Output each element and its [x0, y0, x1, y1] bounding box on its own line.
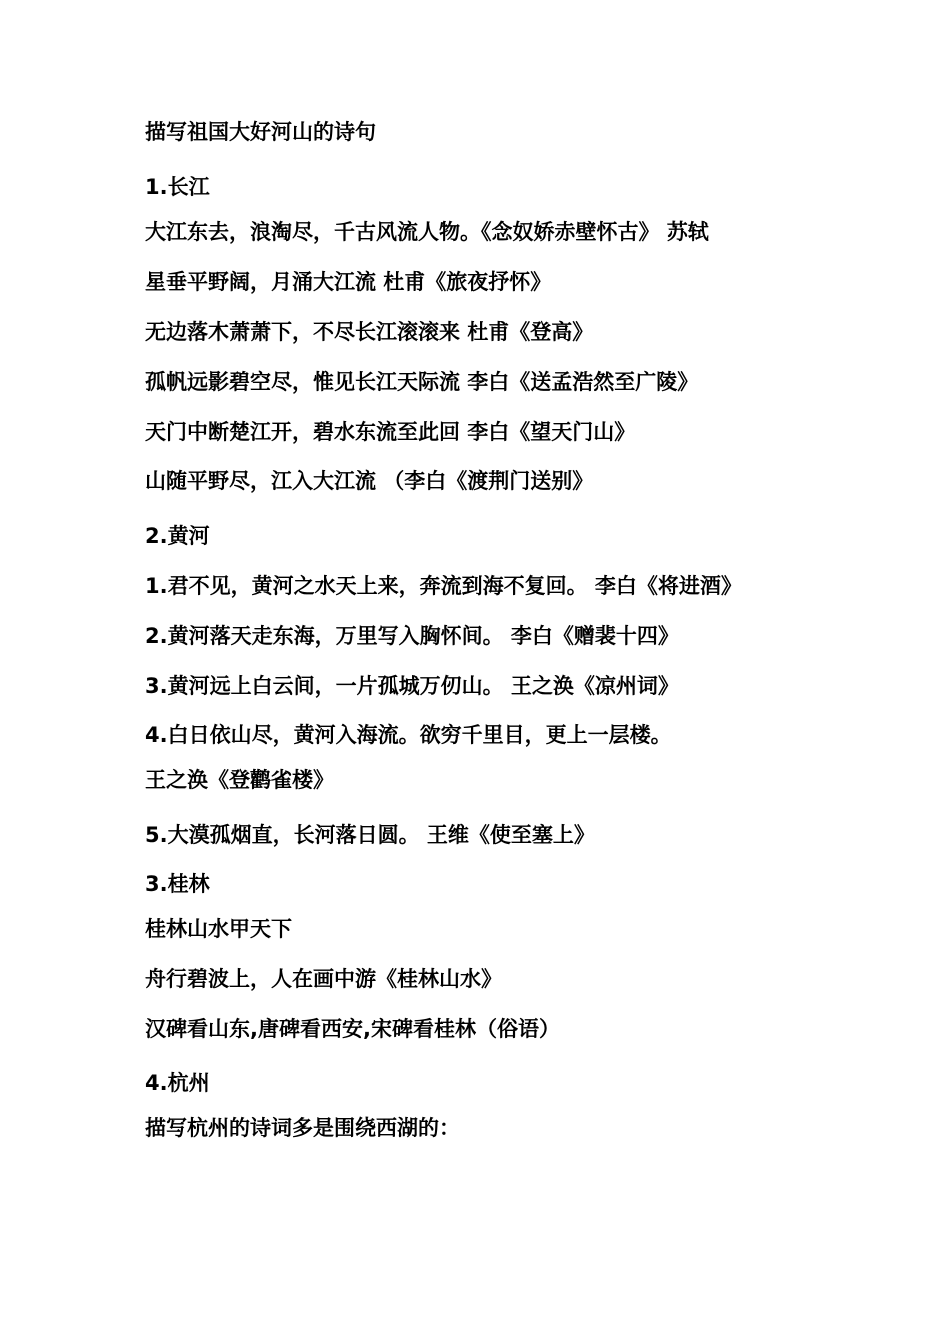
- poem-line: 5.大漠孤烟直，长河落日圆。 王维《使至塞上》: [145, 823, 595, 847]
- poem-line: 山随平野尽，江入大江流 （李白《渡荆门送别》: [145, 469, 594, 493]
- section-heading-guilin: 3.桂林: [145, 872, 210, 896]
- poem-line: 天门中断楚江开，碧水东流至此回 李白《望天门山》: [145, 420, 636, 444]
- poem-line: 1.君不见，黄河之水天上来，奔流到海不复回。 李白《将进酒》: [145, 574, 742, 598]
- poem-line: 4.白日依山尽，黄河入海流。欲穷千里目，更上一层楼。: [145, 723, 672, 747]
- section-heading-hangzhou: 4.杭州: [145, 1071, 210, 1095]
- poem-line: 桂林山水甲天下: [145, 917, 292, 941]
- poem-line: 大江东去，浪淘尽，千古风流人物。《念奴娇赤壁怀古》 苏轼: [145, 220, 709, 244]
- poem-line: 无边落木萧萧下，不尽长江滚滚来 杜甫《登高》: [145, 320, 594, 344]
- poem-line: 王之涣《登鹳雀楼》: [145, 768, 334, 792]
- poem-line: 2.黄河落天走东海，万里写入胸怀间。 李白《赠裴十四》: [145, 624, 679, 648]
- poem-line: 舟行碧波上，人在画中游《桂林山水》: [145, 967, 502, 991]
- poem-line: 星垂平野阔，月涌大江流 杜甫《旅夜抒怀》: [145, 270, 552, 294]
- poem-line: 描写杭州的诗词多是围绕西湖的：: [145, 1116, 460, 1140]
- poem-line: 汉碑看山东,唐碑看西安,宋碑看桂林（俗语）: [145, 1017, 560, 1041]
- poem-line: 3.黄河远上白云间，一片孤城万仞山。 王之涣《凉州词》: [145, 674, 679, 698]
- section-heading-huanghe: 2.黄河: [145, 524, 210, 548]
- poem-line: 孤帆远影碧空尽，惟见长江天际流 李白《送孟浩然至广陵》: [145, 370, 699, 394]
- document-title: 描写祖国大好河山的诗句: [145, 120, 376, 144]
- section-heading-changjiang: 1.长江: [145, 175, 210, 199]
